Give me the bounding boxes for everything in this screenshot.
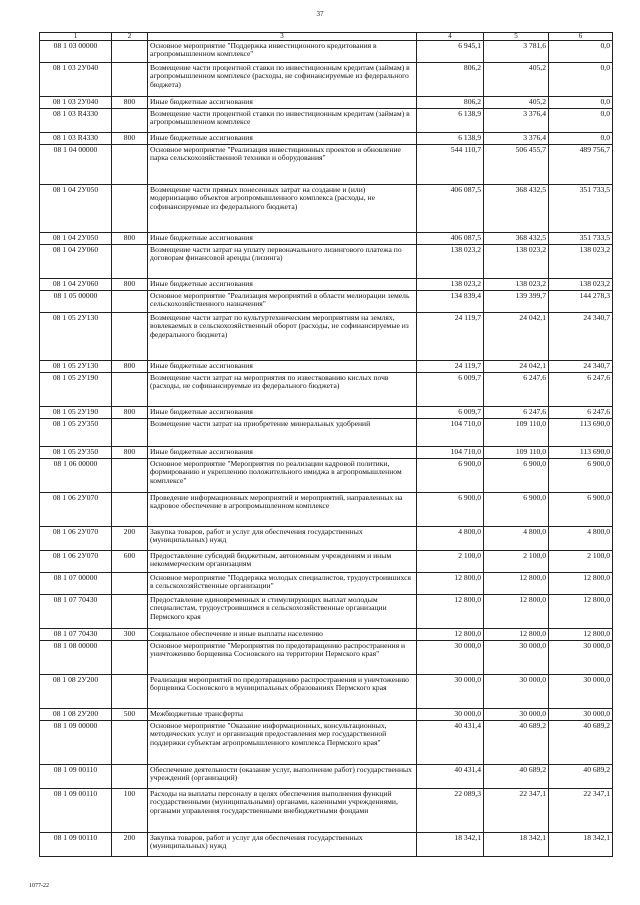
code-cell: 08 1 08 00000 <box>40 641 112 675</box>
code-cell: 08 1 05 2У130 <box>40 313 112 361</box>
code-cell: 08 1 06 2У070 <box>40 493 112 527</box>
amount-2023-cell: 18 342,1 <box>484 833 549 857</box>
amount-2024-cell: 18 342,1 <box>549 833 613 857</box>
amount-2024-cell: 489 756,7 <box>549 145 613 185</box>
table-row <box>40 721 613 765</box>
expense-type-cell: 200 <box>112 833 148 857</box>
table-row <box>40 291 613 313</box>
expense-type-cell <box>112 109 148 133</box>
amount-2022-cell: 406 087,5 <box>417 185 484 233</box>
description-cell: Иные бюджетные ассигнования <box>148 447 417 459</box>
description-cell: Закупка товаров, работ и услуг для обеспечения государственных (муниципальных) нужд <box>148 527 417 551</box>
expense-type-cell: 800 <box>112 361 148 373</box>
code-cell: 08 1 09 00110 <box>40 765 112 789</box>
expense-type-cell <box>112 41 148 63</box>
table-row <box>40 675 613 709</box>
amount-2023-cell: 12 800,0 <box>484 629 549 641</box>
expense-type-cell: 800 <box>112 447 148 459</box>
table-row <box>40 407 613 419</box>
amount-2024-cell: 6 900,0 <box>549 459 613 493</box>
expense-type-cell <box>112 721 148 765</box>
header-cell: 2 <box>112 33 148 41</box>
table-row <box>40 573 613 595</box>
amount-2024-cell: 12 800,0 <box>549 595 613 629</box>
amount-2023-cell: 2 100,0 <box>484 551 549 573</box>
expense-type-cell <box>112 313 148 361</box>
expense-type-cell: 800 <box>112 97 148 109</box>
code-cell: 08 1 08 2У200 <box>40 709 112 721</box>
amount-2023-cell: 368 432,5 <box>484 185 549 233</box>
amount-2023-cell: 109 110,0 <box>484 419 549 447</box>
table-row <box>40 419 613 447</box>
amount-2024-cell: 144 278,3 <box>549 291 613 313</box>
budget-table-body <box>40 33 613 857</box>
description-cell: Иные бюджетные ассигнования <box>148 407 417 419</box>
amount-2023-cell: 30 000,0 <box>484 675 549 709</box>
amount-2023-cell: 3 376,4 <box>484 109 549 133</box>
amount-2023-cell: 405,2 <box>484 97 549 109</box>
description-cell: Возмещение части затрат на мероприятия по известкованию кислых почв (расходы, не софинансируемые из федерального бюджета) <box>148 373 417 407</box>
expense-type-cell <box>112 63 148 97</box>
amount-2023-cell: 24 042,1 <box>484 313 549 361</box>
amount-2024-cell: 2 100,0 <box>549 551 613 573</box>
amount-2022-cell: 6 009,7 <box>417 407 484 419</box>
amount-2022-cell: 6 138,9 <box>417 133 484 145</box>
amount-2024-cell: 6 900,0 <box>549 493 613 527</box>
code-cell: 08 1 04 2У060 <box>40 245 112 279</box>
code-cell: 08 1 09 00000 <box>40 721 112 765</box>
description-cell: Иные бюджетные ассигнования <box>148 361 417 373</box>
table-row <box>40 109 613 133</box>
amount-2024-cell: 138 023,2 <box>549 245 613 279</box>
code-cell: 08 1 03 R4330 <box>40 109 112 133</box>
amount-2024-cell: 4 800,0 <box>549 527 613 551</box>
amount-2023-cell: 6 900,0 <box>484 493 549 527</box>
table-row <box>40 595 613 629</box>
code-cell: 08 1 05 2У350 <box>40 419 112 447</box>
amount-2023-cell: 6 900,0 <box>484 459 549 493</box>
code-cell: 08 1 07 70430 <box>40 595 112 629</box>
amount-2024-cell: 12 800,0 <box>549 573 613 595</box>
amount-2022-cell: 104 710,0 <box>417 419 484 447</box>
header-cell: 1 <box>40 33 112 41</box>
amount-2023-cell: 24 042,1 <box>484 361 549 373</box>
amount-2023-cell: 30 000,0 <box>484 709 549 721</box>
expense-type-cell: 800 <box>112 279 148 291</box>
expense-type-cell: 800 <box>112 133 148 145</box>
description-cell: Основное мероприятие "Мероприятия по реализации кадровой политики, формированию и укреплению положительного имиджа в агропромышленном комплексе" <box>148 459 417 493</box>
code-cell: 08 1 07 70430 <box>40 629 112 641</box>
code-cell: 08 1 04 2У050 <box>40 233 112 245</box>
table-row <box>40 185 613 233</box>
code-cell: 08 1 03 2У040 <box>40 63 112 97</box>
table-row <box>40 133 613 145</box>
description-cell: Возмещение части процентной ставки по инвестиционным кредитам (займам) в агропромышленном комплексе <box>148 109 417 133</box>
description-cell: Основное мероприятие "Поддержка инвестиционного кредитования в агропромышленном комплексе" <box>148 41 417 63</box>
amount-2022-cell: 6 900,0 <box>417 459 484 493</box>
description-cell: Возмещение части затрат на приобретение минеральных удобрений <box>148 419 417 447</box>
code-cell: 08 1 04 00000 <box>40 145 112 185</box>
amount-2023-cell: 6 247,6 <box>484 373 549 407</box>
expense-type-cell <box>112 493 148 527</box>
description-cell: Основное мероприятие "Реализация мероприятий в области мелиорации земель сельскохозяйственного назначения" <box>148 291 417 313</box>
code-cell: 08 1 03 00000 <box>40 41 112 63</box>
code-cell: 08 1 09 00110 <box>40 789 112 833</box>
amount-2022-cell: 806,2 <box>417 97 484 109</box>
amount-2024-cell: 6 247,6 <box>549 407 613 419</box>
description-cell: Основное мероприятие "Мероприятия по предотвращению распространения и уничтожению борщевика Сосновского на территории Пермского края" <box>148 641 417 675</box>
amount-2023-cell: 3 376,4 <box>484 133 549 145</box>
description-cell: Возмещение части прямых понесенных затрат на создание и (или) модернизацию объектов агропромышленного комплекса (расходы, не софинансируемые из федерального бюджета) <box>148 185 417 233</box>
amount-2023-cell: 506 455,7 <box>484 145 549 185</box>
amount-2022-cell: 806,2 <box>417 63 484 97</box>
code-cell: 08 1 05 2У190 <box>40 373 112 407</box>
expense-type-cell <box>112 373 148 407</box>
table-row <box>40 641 613 675</box>
table-row <box>40 63 613 97</box>
amount-2023-cell: 138 023,2 <box>484 245 549 279</box>
amount-2022-cell: 6 009,7 <box>417 373 484 407</box>
description-cell: Проведение информационных мероприятий и мероприятий, направленных на кадровое обеспечение в агропромышленном комплексе <box>148 493 417 527</box>
code-cell: 08 1 05 00000 <box>40 291 112 313</box>
amount-2023-cell: 40 689,2 <box>484 765 549 789</box>
table-row <box>40 527 613 551</box>
amount-2024-cell: 30 000,0 <box>549 675 613 709</box>
code-cell: 08 1 03 R4330 <box>40 133 112 145</box>
table-row <box>40 373 613 407</box>
header-cell: 3 <box>148 33 417 41</box>
amount-2024-cell: 22 347,1 <box>549 789 613 833</box>
table-row <box>40 41 613 63</box>
description-cell: Закупка товаров, работ и услуг для обеспечения государственных (муниципальных) нужд <box>148 833 417 857</box>
amount-2022-cell: 24 119,7 <box>417 313 484 361</box>
amount-2022-cell: 40 431,4 <box>417 765 484 789</box>
expense-type-cell: 500 <box>112 709 148 721</box>
amount-2022-cell: 12 800,0 <box>417 629 484 641</box>
description-cell: Иные бюджетные ассигнования <box>148 279 417 291</box>
amount-2024-cell: 0,0 <box>549 133 613 145</box>
code-cell: 08 1 04 2У050 <box>40 185 112 233</box>
amount-2023-cell: 22 347,1 <box>484 789 549 833</box>
amount-2023-cell: 368 432,5 <box>484 233 549 245</box>
expense-type-cell <box>112 765 148 789</box>
code-cell: 08 1 06 00000 <box>40 459 112 493</box>
code-cell: 08 1 05 2У350 <box>40 447 112 459</box>
description-cell: Возмещение части затрат по культуртехническим мероприятиям на землях, вовлекаемых в сельскохозяйственный оборот (расходы, не софинансируемые из федерального бюджета) <box>148 313 417 361</box>
amount-2024-cell: 24 340,7 <box>549 361 613 373</box>
amount-2024-cell: 0,0 <box>549 109 613 133</box>
amount-2022-cell: 40 431,4 <box>417 721 484 765</box>
amount-2022-cell: 22 089,3 <box>417 789 484 833</box>
code-cell: 08 1 07 00000 <box>40 573 112 595</box>
table-row <box>40 629 613 641</box>
description-cell: Межбюджетные трансферты <box>148 709 417 721</box>
amount-2022-cell: 138 023,2 <box>417 245 484 279</box>
header-cell: 5 <box>484 33 549 41</box>
amount-2022-cell: 6 138,9 <box>417 109 484 133</box>
table-row <box>40 447 613 459</box>
table-row <box>40 765 613 789</box>
amount-2024-cell: 24 340,7 <box>549 313 613 361</box>
amount-2023-cell: 12 800,0 <box>484 573 549 595</box>
description-cell: Предоставление субсидий бюджетным, автономным учреждениям и иным некоммерческим организациям <box>148 551 417 573</box>
code-cell: 08 1 08 2У200 <box>40 675 112 709</box>
description-cell: Основное мероприятие "Реализация инвестиционных проектов и обновление парка сельскохозяйственной техники и оборудования" <box>148 145 417 185</box>
amount-2023-cell: 6 247,6 <box>484 407 549 419</box>
amount-2023-cell: 40 689,2 <box>484 721 549 765</box>
table-row <box>40 833 613 857</box>
amount-2024-cell: 351 733,5 <box>549 185 613 233</box>
expense-type-cell: 300 <box>112 629 148 641</box>
amount-2022-cell: 2 100,0 <box>417 551 484 573</box>
amount-2024-cell: 0,0 <box>549 97 613 109</box>
amount-2022-cell: 138 023,2 <box>417 279 484 291</box>
amount-2024-cell: 138 023,2 <box>549 279 613 291</box>
expense-type-cell <box>112 641 148 675</box>
description-cell: Иные бюджетные ассигнования <box>148 133 417 145</box>
amount-2022-cell: 18 342,1 <box>417 833 484 857</box>
code-cell: 08 1 06 2У070 <box>40 551 112 573</box>
expense-type-cell <box>112 595 148 629</box>
description-cell: Возмещение части затрат на уплату первоначального лизингового платежа по договорам финансовой аренды (лизинга) <box>148 245 417 279</box>
expense-type-cell <box>112 675 148 709</box>
description-cell: Основное мероприятие "Оказание информационных, консультационных, методических услуг и организация предоставления мер государственной поддержки субъектам агропромышленного комплекса Пермского края" <box>148 721 417 765</box>
expense-type-cell: 800 <box>112 233 148 245</box>
description-cell: Обеспечение деятельности (оказание услуг, выполнение работ) государственных учреждений (организаций) <box>148 765 417 789</box>
amount-2022-cell: 30 000,0 <box>417 709 484 721</box>
amount-2024-cell: 0,0 <box>549 63 613 97</box>
amount-2022-cell: 4 800,0 <box>417 527 484 551</box>
expense-type-cell <box>112 459 148 493</box>
amount-2024-cell: 40 689,2 <box>549 721 613 765</box>
amount-2023-cell: 139 399,7 <box>484 291 549 313</box>
amount-2023-cell: 405,2 <box>484 63 549 97</box>
table-row <box>40 313 613 361</box>
description-cell: Социальное обеспечение и иные выплаты населению <box>148 629 417 641</box>
table-row <box>40 279 613 291</box>
amount-2022-cell: 12 800,0 <box>417 595 484 629</box>
amount-2024-cell: 12 800,0 <box>549 629 613 641</box>
page-number: 37 <box>316 10 324 18</box>
expense-type-cell: 800 <box>112 407 148 419</box>
amount-2022-cell: 544 110,7 <box>417 145 484 185</box>
description-cell: Возмещение части процентной ставки по инвестиционным кредитам (займам) в агропромышленном комплексе (расходы, не софинансируемые из федерального бюджета) <box>148 63 417 97</box>
code-cell: 08 1 05 2У190 <box>40 407 112 419</box>
expense-type-cell: 600 <box>112 551 148 573</box>
expense-type-cell <box>112 573 148 595</box>
description-cell: Расходы на выплаты персоналу в целях обеспечения выполнения функций государственными (муниципальными) органами, казенными учреждениями, органами управления государственными внебюджетными фондами <box>148 789 417 833</box>
expense-type-cell: 100 <box>112 789 148 833</box>
amount-2022-cell: 406 087,5 <box>417 233 484 245</box>
amount-2022-cell: 6 945,1 <box>417 41 484 63</box>
header-cell: 6 <box>549 33 613 41</box>
amount-2023-cell: 109 110,0 <box>484 447 549 459</box>
expense-type-cell <box>112 419 148 447</box>
table-row <box>40 459 613 493</box>
amount-2022-cell: 134 839,4 <box>417 291 484 313</box>
amount-2022-cell: 12 800,0 <box>417 573 484 595</box>
amount-2024-cell: 40 689,2 <box>549 765 613 789</box>
table-row <box>40 709 613 721</box>
amount-2023-cell: 3 781,6 <box>484 41 549 63</box>
table-row <box>40 789 613 833</box>
budget-table <box>39 32 613 857</box>
code-cell: 08 1 06 2У070 <box>40 527 112 551</box>
expense-type-cell <box>112 245 148 279</box>
code-cell: 08 1 03 2У040 <box>40 97 112 109</box>
description-cell: Иные бюджетные ассигнования <box>148 233 417 245</box>
expense-type-cell <box>112 291 148 313</box>
amount-2024-cell: 113 690,0 <box>549 419 613 447</box>
code-cell: 08 1 05 2У130 <box>40 361 112 373</box>
expense-type-cell: 200 <box>112 527 148 551</box>
amount-2024-cell: 6 247,6 <box>549 373 613 407</box>
amount-2023-cell: 12 800,0 <box>484 595 549 629</box>
description-cell: Основное мероприятие "Поддержка молодых специалистов, трудоустроившихся в сельскохозяйственные организации" <box>148 573 417 595</box>
amount-2023-cell: 30 000,0 <box>484 641 549 675</box>
amount-2024-cell: 113 690,0 <box>549 447 613 459</box>
table-row <box>40 493 613 527</box>
description-cell: Предоставление единовременных и стимулирующих выплат молодым специалистам, трудоустроившимся в сельскохозяйственные организации Пермского края <box>148 595 417 629</box>
table-row <box>40 233 613 245</box>
expense-type-cell <box>112 145 148 185</box>
amount-2022-cell: 6 900,0 <box>417 493 484 527</box>
table-row <box>40 245 613 279</box>
amount-2023-cell: 138 023,2 <box>484 279 549 291</box>
amount-2024-cell: 30 000,0 <box>549 641 613 675</box>
code-cell: 08 1 09 00110 <box>40 833 112 857</box>
amount-2023-cell: 4 800,0 <box>484 527 549 551</box>
table-row <box>40 551 613 573</box>
amount-2022-cell: 24 119,7 <box>417 361 484 373</box>
amount-2024-cell: 30 000,0 <box>549 709 613 721</box>
amount-2024-cell: 0,0 <box>549 41 613 63</box>
amount-2022-cell: 104 710,0 <box>417 447 484 459</box>
table-row <box>40 145 613 185</box>
amount-2024-cell: 351 733,5 <box>549 233 613 245</box>
description-cell: Реализация мероприятий по предотвращению распространения и уничтожению борщевика Сосновского в муниципальных образованиях Пермского края <box>148 675 417 709</box>
header-cell: 4 <box>417 33 484 41</box>
description-cell: Иные бюджетные ассигнования <box>148 97 417 109</box>
amount-2022-cell: 30 000,0 <box>417 675 484 709</box>
code-cell: 08 1 04 2У060 <box>40 279 112 291</box>
footer-code: 1077-22 <box>29 883 49 889</box>
expense-type-cell <box>112 185 148 233</box>
amount-2022-cell: 30 000,0 <box>417 641 484 675</box>
table-row <box>40 97 613 109</box>
header-row <box>40 33 613 41</box>
table-row <box>40 361 613 373</box>
